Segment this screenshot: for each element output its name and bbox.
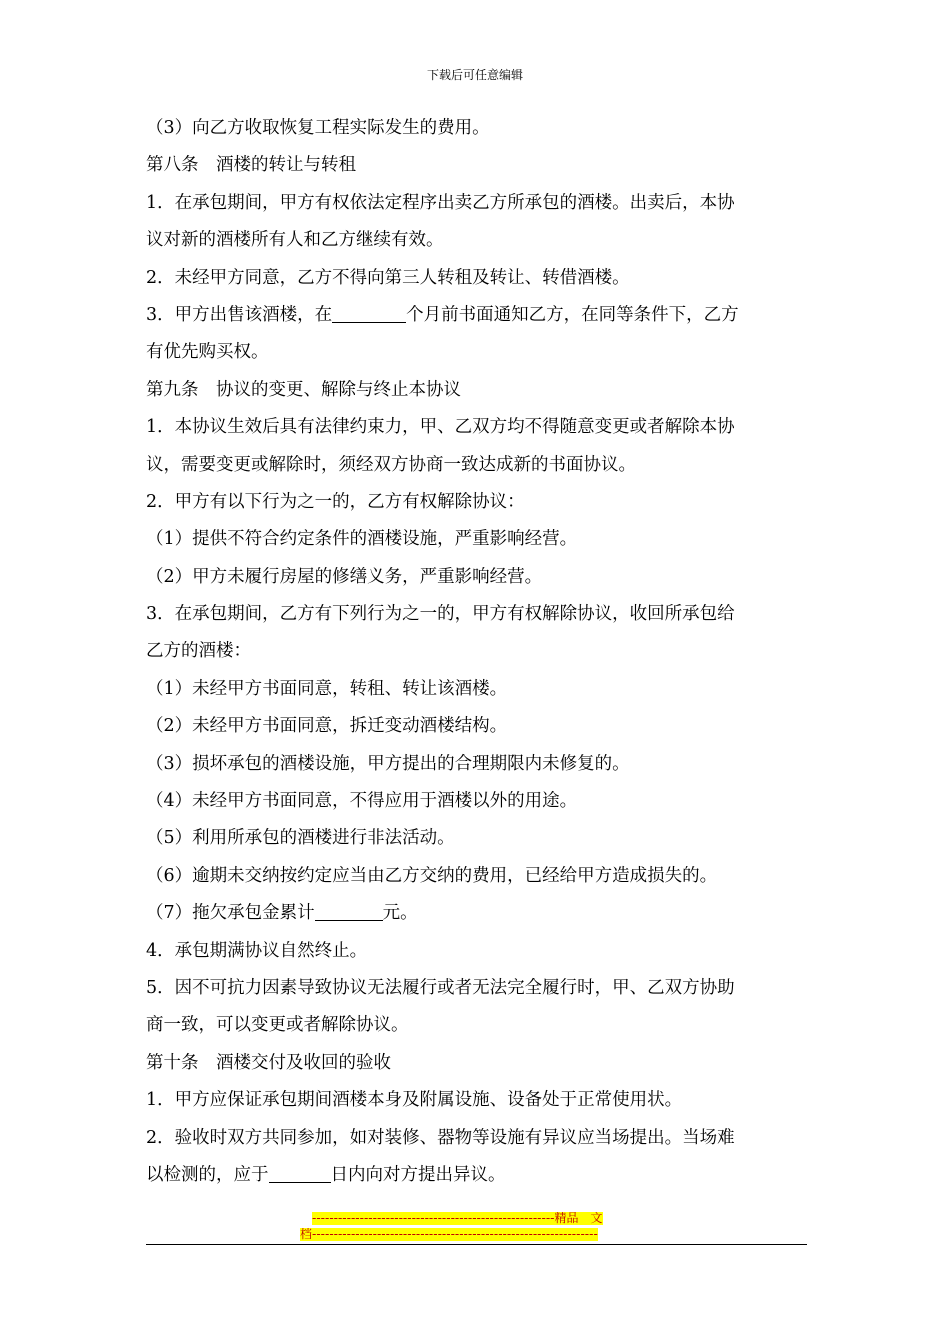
text-line: 5．因不可抗力因素导致协议无法履行或者无法完全履行时，甲、乙双方协助 (146, 977, 735, 998)
text-line-with-blank: 以检测的，应于 日内向对方提出异议。 (146, 1157, 808, 1194)
text-line: （3）向乙方收取恢复工程实际发生的费用。 (146, 118, 490, 138)
text-line: 1．在承包期间，甲方有权依法定程序出卖乙方所承包的酒楼。出卖后，本协 (146, 192, 735, 213)
fill-in-blank (269, 1160, 331, 1183)
article-heading: 第九条 协议的变更、解除与终止本协议 (146, 379, 461, 400)
footer-rule (146, 1244, 807, 1245)
text-line: 3．在承包期间，乙方有下列行为之一的，甲方有权解除协议，收回所承包给 (146, 604, 735, 625)
text-line: 议对新的酒楼所有人和乙方继续有效。 (146, 230, 444, 251)
text-line: 乙方的酒楼： (146, 641, 251, 662)
text-line: 商一致，可以变更或者解除协议。 (146, 1015, 409, 1036)
page-header: 下载后可任意编辑 (426, 68, 523, 82)
article-heading: 第十条 酒楼交付及收回的验收 (146, 1052, 391, 1073)
text-line: （6）逾期未交纳按约定应当由乙方交纳的费用，已经给甲方造成损失的。 (146, 865, 718, 886)
text-line: 有优先购买权。 (146, 342, 269, 363)
text-line: （4）未经甲方书面同意，不得应用于酒楼以外的用途。 (146, 791, 578, 812)
text-line: （5）利用所承包的酒楼进行非法活动。 (146, 828, 455, 849)
text-line: （2）甲方未履行房屋的修缮义务，严重影响经营。 (146, 566, 543, 587)
text-line: 2．甲方有以下行为之一的，乙方有权解除协议： (146, 491, 525, 512)
text-line: 议，需要变更或解除时，须经双方协商一致达成新的书面协议。 (146, 454, 636, 475)
fill-in-blank (315, 898, 383, 921)
text-line-with-blank: （7）拖欠承包金累计 元。 (146, 895, 808, 932)
text-line-with-blank: 3．甲方出售该酒楼，在 个月前书面通知乙方，在同等条件下，乙方 (146, 297, 808, 334)
article-heading: 第八条 酒楼的转让与转租 (146, 155, 356, 176)
text-line: 1．甲方应保证承包期间酒楼本身及附属设施、设备处于正常使用状。 (146, 1090, 683, 1111)
text-line: 4．承包期满协议自然终止。 (146, 940, 368, 961)
text-line: （3）损坏承包的酒楼设施，甲方提出的合理期限内未修复的。 (146, 753, 630, 774)
text-line: 2．验收时双方共同参加，如对装修、器物等设施有异议应当场提出。当场难 (146, 1127, 735, 1148)
text-line: （1）提供不符合约定条件的酒楼设施，严重影响经营。 (146, 529, 578, 550)
text-line: 2．未经甲方同意，乙方不得向第三人转租及转让、转借酒楼。 (146, 267, 630, 288)
text-line: （1）未经甲方书面同意，转租、转让该酒楼。 (146, 678, 508, 699)
text-line: （2）未经甲方书面同意，拆迁变动酒楼结构。 (146, 716, 508, 737)
footer-watermark-line-2: 档------------------------------------------------------------------ (300, 1228, 598, 1241)
fill-in-blank (332, 300, 406, 323)
document-body (146, 110, 808, 1194)
footer-watermark-line-1: --------------------------------------------------------精品 文 (312, 1212, 603, 1225)
text-line: 1．本协议生效后具有法律约束力，甲、乙双方均不得随意变更或者解除本协 (146, 417, 735, 438)
